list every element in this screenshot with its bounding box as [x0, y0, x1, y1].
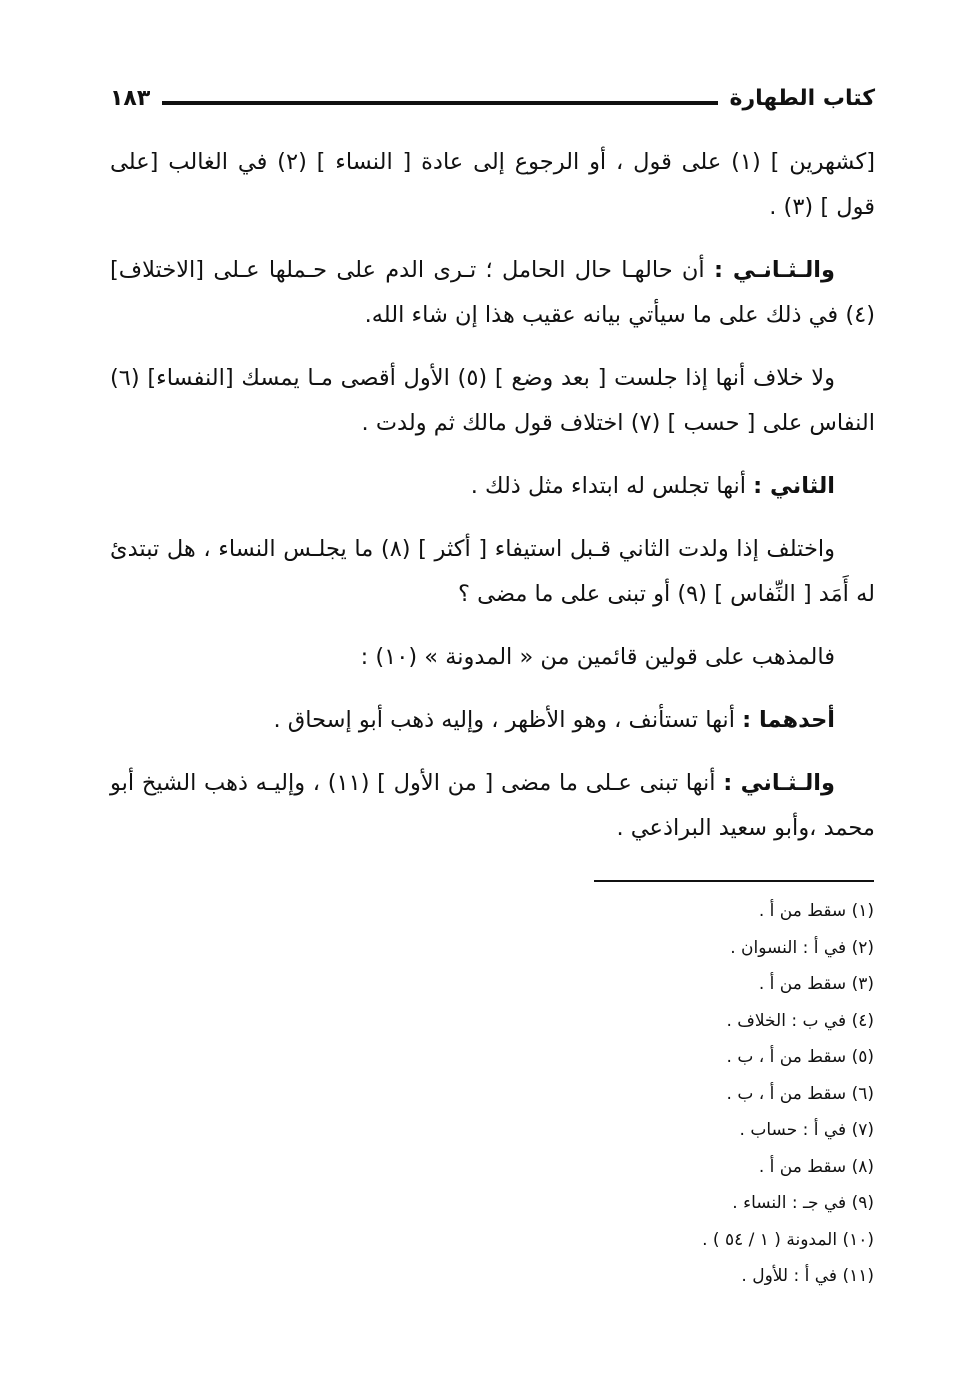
paragraph-6 [110, 635, 875, 680]
footnote-10: (١٠) المدونة ( ١ / ٥٤ ) . [702, 1229, 874, 1250]
paragraph-3 [110, 356, 875, 446]
paragraph-text: أنها تستأنف ، وهو الأظهر ، وإليه ذهب أبو إسحاق . [273, 707, 743, 733]
footnote-9: (٩) في جـ : النساء . [732, 1193, 874, 1213]
paragraph-lead: والـثـانـي : [713, 257, 835, 283]
paragraph-text: أن حالهـا حال الحامل ؛ تـرى الدم على حـملها عـلى [الاختلاف] (٤) في ذلك على ما سيأتي بيانه عقيب هذا إن شاء الله. [110, 257, 875, 328]
footnote-5: (٥) سقط من أ ، ب . [726, 1047, 874, 1067]
book-title: كتاب الطهارة [729, 85, 875, 111]
paragraph-lead: الثاني : [753, 473, 835, 499]
paragraph-text: فالمذهب على قولين قائمين من « المدونة » (١٠) : [360, 644, 835, 670]
footnote-8: (٨) سقط من أ . [758, 1156, 874, 1177]
paragraph-text: واختلف إذا ولدت الثاني قـبل استيفاء [ أكثر ] (٨) ما يجلـس النساء ، هل تبتدئ له أَمَد [ النِّفاس ] (٩) أو تبنى على ما مضى ؟ [110, 536, 875, 607]
footnote-1: (١) سقط من أ . [758, 901, 874, 921]
paragraph-text: [كشهرين ] (١) على قول ، أو الرجوع إلى عادة [ النساء ] (٢) في الغالب [على قول ] (٣) . [110, 149, 875, 220]
footnote-separator [594, 880, 874, 882]
paragraph-2 [110, 248, 875, 338]
paragraph-5 [110, 527, 875, 617]
footnote-4: (٤) في ب : الخلاف . [726, 1010, 874, 1031]
paragraph-4 [110, 464, 875, 509]
footnote-2: (٢) في أ : النسوان . [730, 937, 874, 958]
header-rule [162, 101, 717, 105]
paragraph-lead: أحدهما : [742, 707, 835, 733]
footnote-3: (٣) سقط من أ . [758, 974, 874, 994]
running-header [110, 82, 875, 114]
paragraph-text: أنها تبنى عـلى ما مضى [ من الأول ] (١١) ، وإليـه ذهب الشيخ أبو محمد ،وأبو سعيد البراذعي . [110, 770, 875, 841]
paragraph-7 [110, 698, 875, 743]
footnote-11: (١١) في أ : للأول . [741, 1266, 874, 1286]
page-number: ١٨٣ [110, 85, 151, 111]
paragraph-text: أنها تجلس له ابتداء مثل ذلك . [470, 473, 754, 499]
main-text [110, 140, 875, 869]
footnotes [374, 893, 874, 1295]
footnote-7: (٧) في أ : حساب . [739, 1120, 874, 1140]
paragraph-lead: والـثـاني : [723, 770, 835, 796]
paragraph-8 [110, 761, 875, 851]
footnote-6: (٦) سقط من أ ، ب . [726, 1083, 874, 1104]
paragraph-text: ولا خلاف أنها إذا جلست [ بعد وضع ] (٥) الأول أقصى مـا يمسك [النفساء] (٦) النفاس على [ حسب ] (٧) اختلاف قول مالك ثم ولدت . [110, 365, 875, 436]
paragraph-1 [110, 140, 875, 230]
